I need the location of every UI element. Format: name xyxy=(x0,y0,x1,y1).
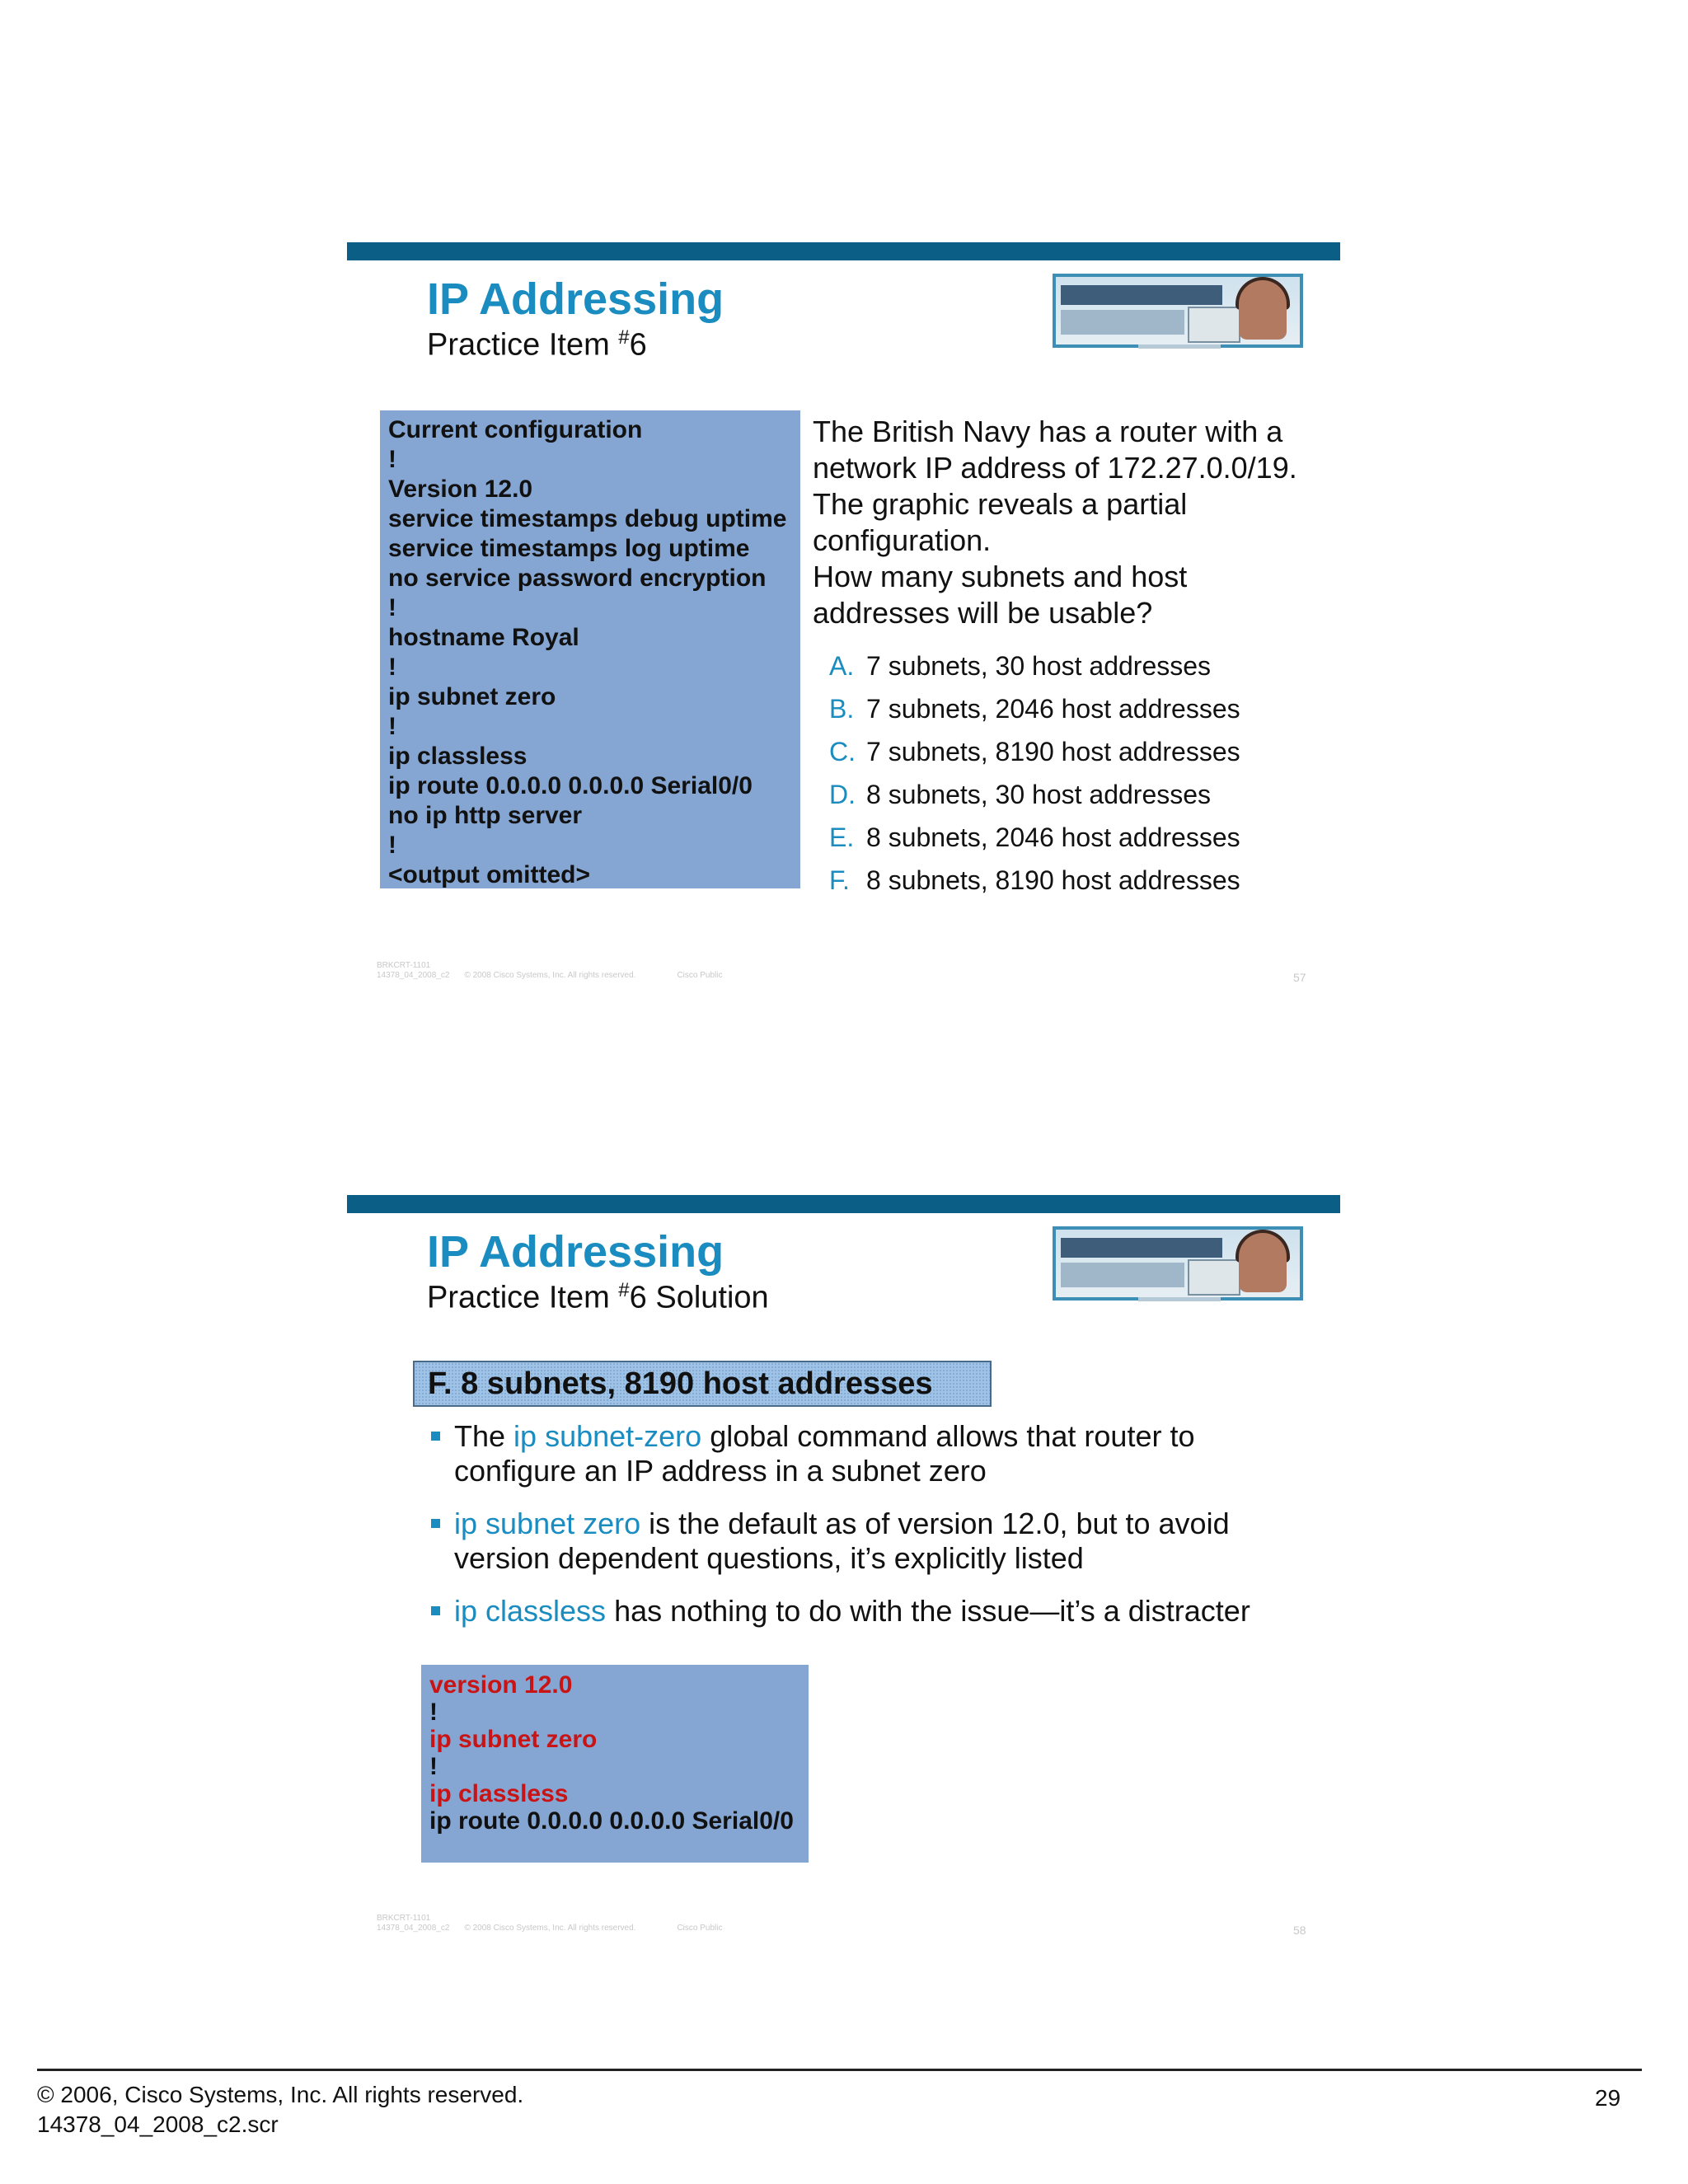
slide-subtitle xyxy=(427,326,647,363)
bullet-item xyxy=(429,1594,1270,1629)
config-line: ! xyxy=(429,1753,438,1780)
answer-banner: F. 8 subnets, 8190 host addresses xyxy=(413,1361,992,1407)
option-text: 7 subnets, 2046 host addresses xyxy=(866,694,1240,724)
header-photo xyxy=(1053,1226,1303,1301)
header-photo xyxy=(1053,274,1303,348)
bullet-highlight: ip classless xyxy=(454,1594,607,1628)
slide-footer xyxy=(377,961,722,981)
option-letter: C. xyxy=(829,737,856,766)
bullet-text: has nothing to do with the issue—it’s a distracter xyxy=(606,1594,1250,1628)
option-letter: D. xyxy=(829,780,856,809)
slide-footer xyxy=(377,1914,722,1933)
config-line: Version 12.0 xyxy=(388,476,533,503)
option-text: 8 subnets, 30 host addresses xyxy=(866,780,1212,809)
config-line: ! xyxy=(388,654,396,681)
config-line: ip classless xyxy=(388,743,528,770)
bullet-text: global command allows that router to configure an IP address in a subnet zero xyxy=(454,1419,1195,1488)
bullet-item xyxy=(429,1419,1270,1488)
slide-subtitle xyxy=(427,1279,769,1316)
config-line: ip route 0.0.0.0 0.0.0.0 Serial0/0 xyxy=(429,1807,794,1835)
footer-code: BRKCRT-1101 xyxy=(377,1914,431,1923)
config-line: ! xyxy=(429,1699,438,1726)
config-line: ! xyxy=(388,594,396,621)
config-line: ip subnet zero xyxy=(388,683,556,710)
config-line: ip route 0.0.0.0 0.0.0.0 Serial0/0 xyxy=(388,772,753,799)
footer-info xyxy=(37,2080,523,2139)
subtitle-suffix: Solution xyxy=(646,1280,769,1315)
option-text: 7 subnets, 30 host addresses xyxy=(866,651,1212,681)
footer-file: 14378_04_2008_c2 xyxy=(377,971,450,980)
footer-code: BRKCRT-1101 xyxy=(377,961,431,970)
config-excerpt-box xyxy=(421,1665,809,1863)
config-line: Current configuration xyxy=(388,416,643,443)
footer-copyright: © 2008 Cisco Systems, Inc. All rights reserved. xyxy=(464,971,636,980)
bullet-square-icon xyxy=(431,1606,440,1615)
config-line: no ip http server xyxy=(388,802,583,829)
option-e xyxy=(829,823,1240,865)
slide-title: IP Addressing xyxy=(427,274,724,324)
slide-header-bar xyxy=(347,242,1340,260)
bullet-text-pre: The xyxy=(454,1419,514,1453)
subtitle-num: 6 xyxy=(629,1280,647,1315)
option-letter: E. xyxy=(829,823,855,852)
bullet-item xyxy=(429,1507,1270,1576)
slide-57 xyxy=(347,242,1340,1001)
footer-classification: Cisco Public xyxy=(677,1924,723,1933)
subtitle-sup: # xyxy=(618,326,630,349)
slide-page-number: 58 xyxy=(1293,1924,1306,1937)
config-line: ! xyxy=(388,832,396,859)
option-d xyxy=(829,780,1240,823)
config-line: service timestamps debug uptime xyxy=(388,505,787,532)
config-line: version 12.0 xyxy=(429,1671,573,1699)
bullet-text: is the default as of version 12.0, but to avoid version dependent questions, it’s explicitly listed xyxy=(454,1507,1230,1575)
option-b xyxy=(829,694,1240,737)
config-line: ! xyxy=(388,446,396,473)
question-text xyxy=(813,414,1324,631)
subtitle-sup: # xyxy=(618,1279,630,1301)
option-text: 8 subnets, 2046 host addresses xyxy=(866,823,1240,852)
subtitle-num: 6 xyxy=(629,327,647,363)
solution-bullets xyxy=(429,1419,1270,1647)
config-line: hostname Royal xyxy=(388,624,579,651)
option-letter: F. xyxy=(829,865,850,895)
config-line: ip classless xyxy=(429,1780,569,1807)
bullet-square-icon xyxy=(431,1432,440,1441)
option-text: 7 subnets, 8190 host addresses xyxy=(866,737,1240,766)
config-line: ip subnet zero xyxy=(429,1726,598,1753)
footer-copyright: © 2008 Cisco Systems, Inc. All rights reserved. xyxy=(464,1924,636,1933)
config-line: ! xyxy=(388,713,396,740)
question-body: The British Navy has a router with a network IP address of 172.27.0.0/19. The graphic reveals a partial configuration. xyxy=(813,415,1297,557)
option-a xyxy=(829,651,1240,694)
footer-rule xyxy=(37,2069,1642,2071)
option-letter: A. xyxy=(829,651,855,681)
footer-classification: Cisco Public xyxy=(677,971,723,980)
slide-58 xyxy=(347,1195,1340,1953)
config-box xyxy=(380,410,800,888)
config-line: <output omitted> xyxy=(388,861,590,888)
subtitle-text: Practice Item xyxy=(427,327,619,363)
answer-options xyxy=(829,651,1240,908)
slide-header-bar xyxy=(347,1195,1340,1213)
config-line: no service password encryption xyxy=(388,565,767,592)
bullet-highlight: ip subnet zero xyxy=(454,1507,641,1540)
option-text: 8 subnets, 8190 host addresses xyxy=(866,865,1240,895)
page-number: 29 xyxy=(1595,2085,1621,2111)
config-line: service timestamps log uptime xyxy=(388,535,750,562)
slide-title: IP Addressing xyxy=(427,1227,724,1277)
filename-text: 14378_04_2008_c2.scr xyxy=(37,2111,279,2137)
option-f xyxy=(829,865,1240,908)
footer-file: 14378_04_2008_c2 xyxy=(377,1924,450,1933)
bullet-square-icon xyxy=(431,1519,440,1528)
bullet-highlight: ip subnet-zero xyxy=(513,1419,702,1453)
question-ask: How many subnets and host addresses will be usable? xyxy=(813,560,1188,630)
option-c xyxy=(829,737,1240,780)
slide-page-number: 57 xyxy=(1293,971,1306,984)
subtitle-text: Practice Item xyxy=(427,1280,619,1315)
option-letter: B. xyxy=(829,694,855,724)
copyright-text: © 2006, Cisco Systems, Inc. All rights reserved. xyxy=(37,2082,524,2107)
